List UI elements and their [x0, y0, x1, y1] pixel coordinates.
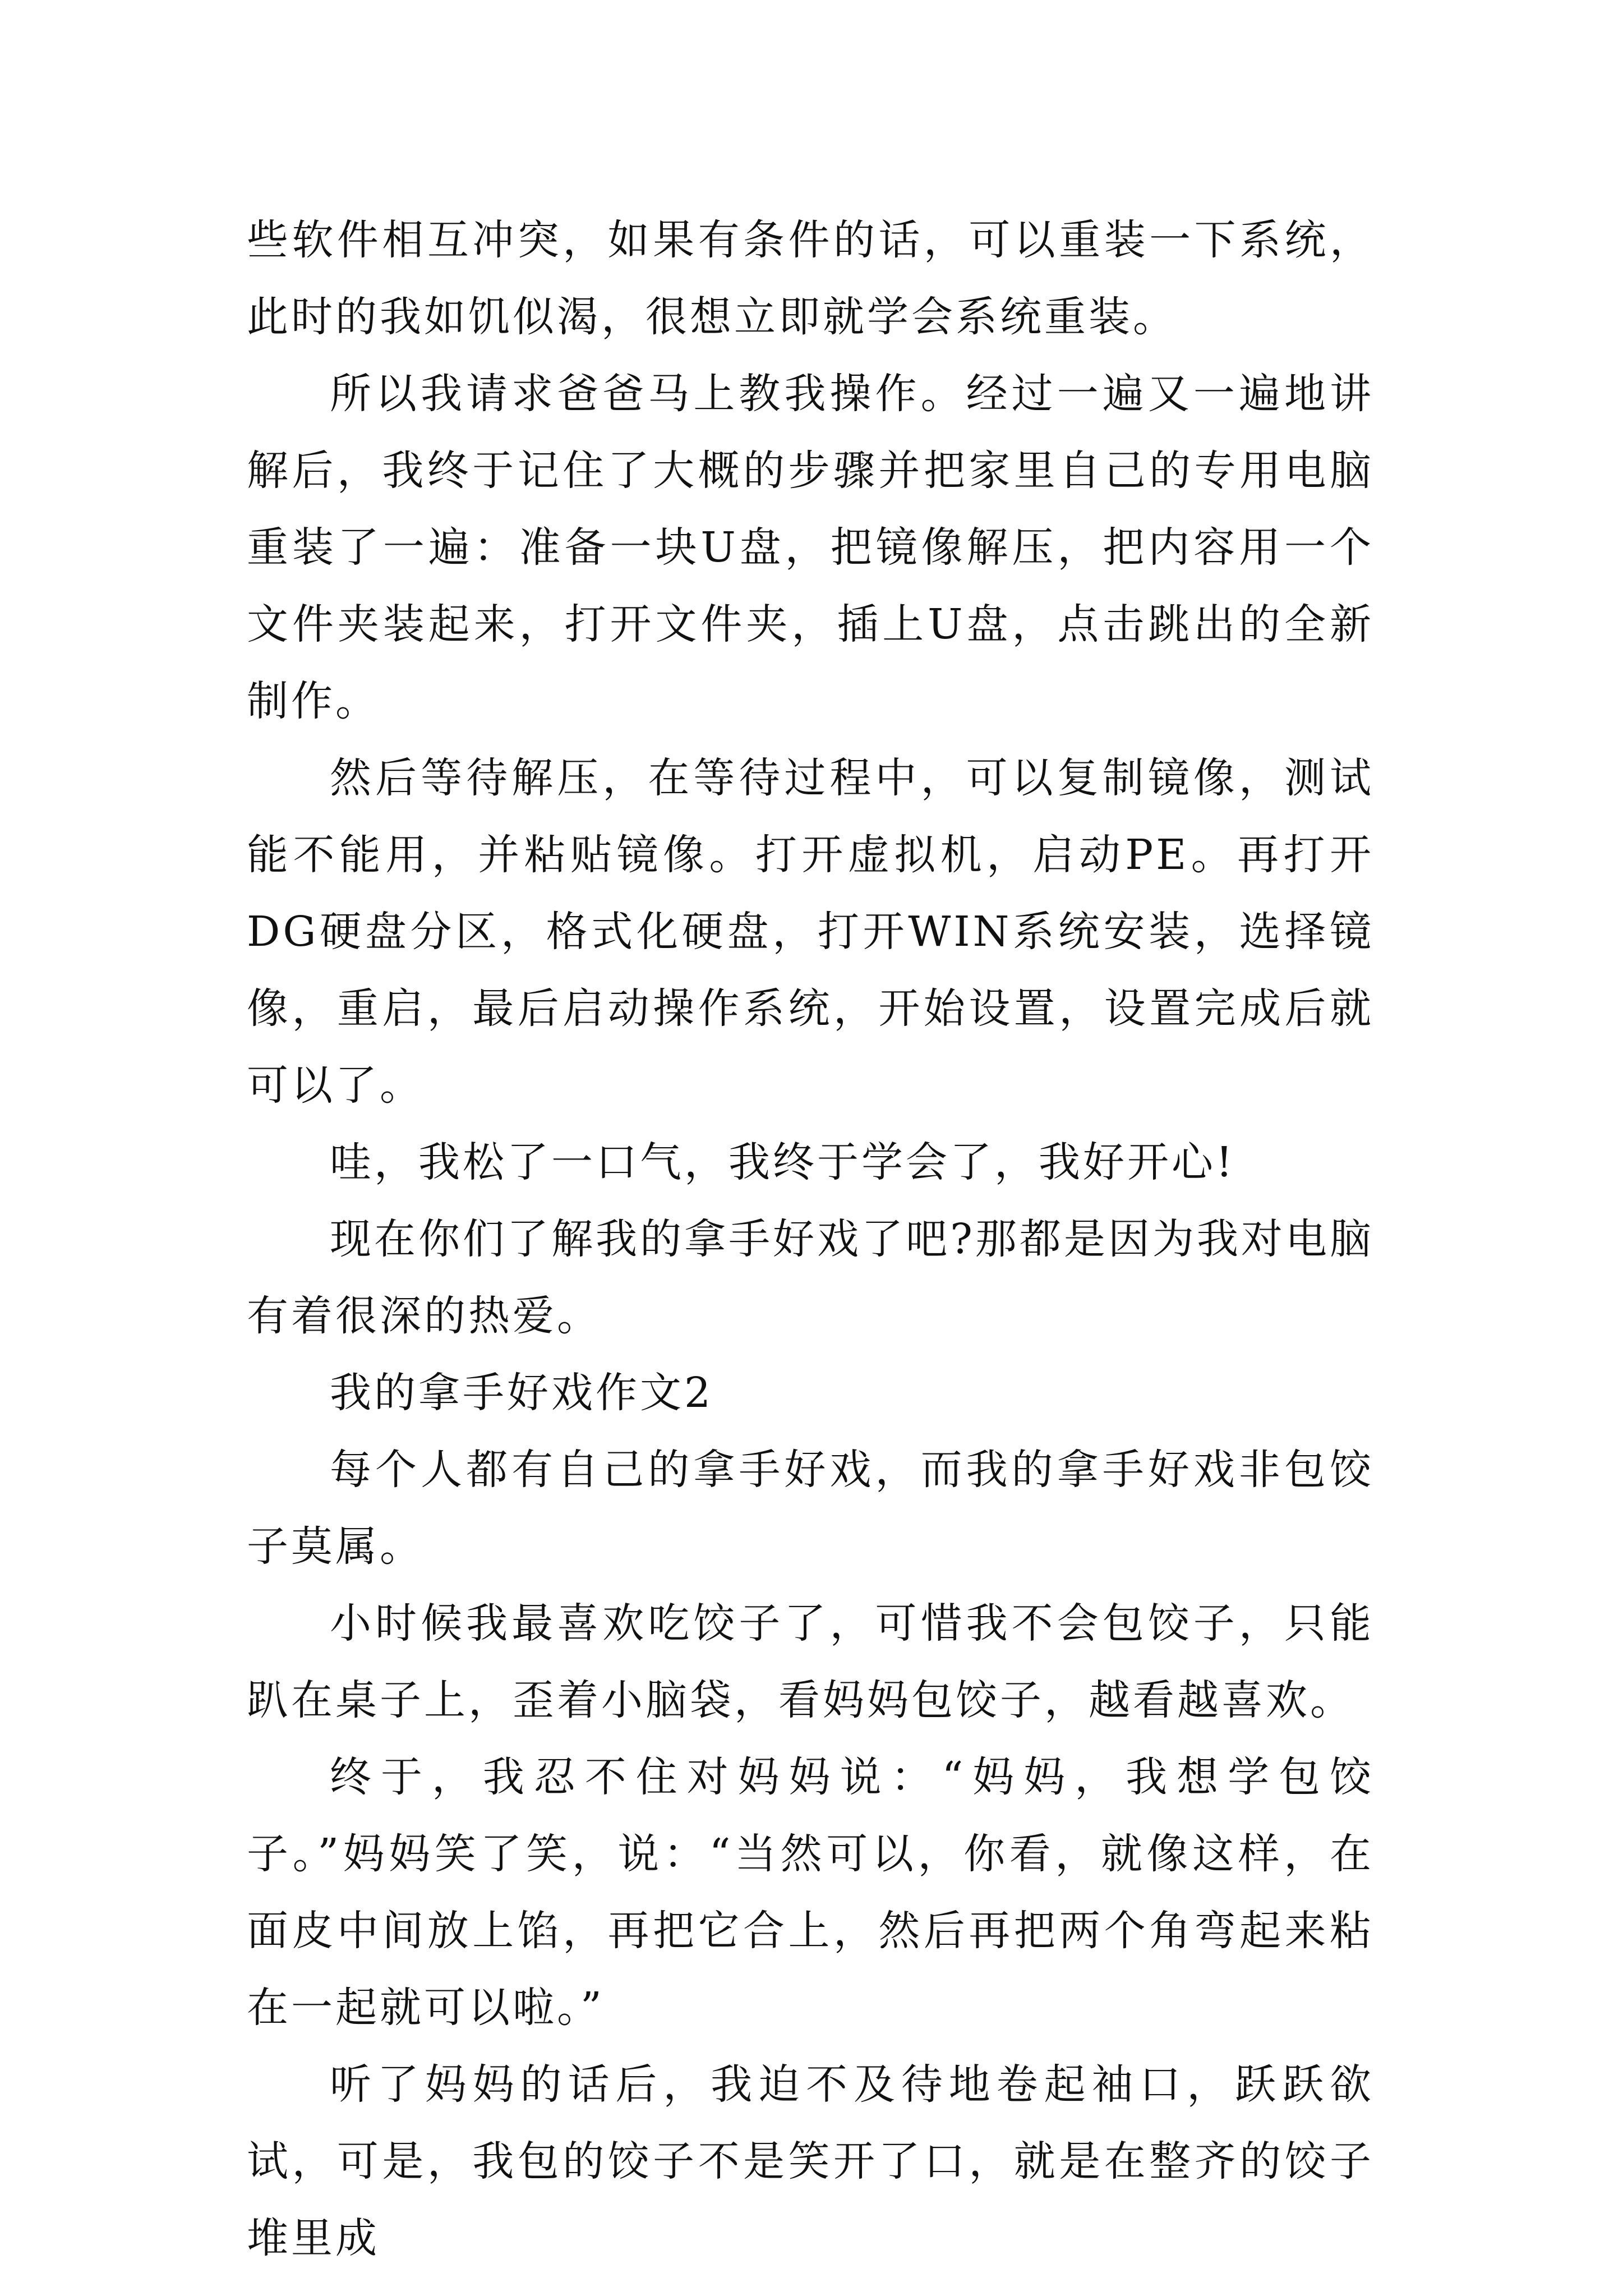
document-body: [247, 202, 1374, 2277]
paragraph: 小时候我最喜欢吃饺子了，可惜我不会包饺子，只能趴在桌子上，歪着小脑袋，看妈妈包饺子，越看越喜欢。: [247, 1599, 1374, 1724]
section-title: 我的拿手好戏作文2: [330, 1369, 714, 1417]
paragraph: 哇，我松了一口气，我终于学会了，我好开心!: [330, 1138, 1235, 1186]
paragraph: 每个人都有自己的拿手好戏，而我的拿手好戏非包饺子莫属。: [247, 1446, 1374, 1571]
paragraph: 终于，我忍不住对妈妈说：“妈妈，我想学包饺子。”妈妈笑了笑，说：“当然可以，你看，就像这样，在面皮中间放上馅，再把它合上，然后再把两个角弯起来粘在一起就可以啦。”: [247, 1753, 1374, 2032]
paragraph: 些软件相互冲突，如果有条件的话，可以重装一下系统，此时的我如饥似渴，很想立即就学会系统重装。: [247, 216, 1374, 341]
paragraph: 所以我请求爸爸马上教我操作。经过一遍又一遍地讲解后，我终于记住了大概的步骤并把家里自己的专用电脑重装了一遍：准备一块U盘，把镜像解压，把内容用一个文件夹装起来，打开文件夹，插上U盘，点击跳出的全新制作。: [247, 370, 1374, 725]
paragraph: 现在你们了解我的拿手好戏了吧?那都是因为我对电脑有着很深的热爱。: [247, 1215, 1374, 1340]
paragraph: 然后等待解压，在等待过程中，可以复制镜像，测试能不能用，并粘贴镜像。打开虚拟机，启动PE。再打开DG硬盘分区，格式化硬盘，打开WIN系统安装，选择镜像，重启，最后启动操作系统，开始设置，设置完成后就可以了。: [247, 754, 1374, 1110]
paragraph: 听了妈妈的话后，我迫不及待地卷起袖口，跃跃欲试，可是，我包的饺子不是笑开了口，就是在整齐的饺子堆里成: [247, 2060, 1374, 2262]
